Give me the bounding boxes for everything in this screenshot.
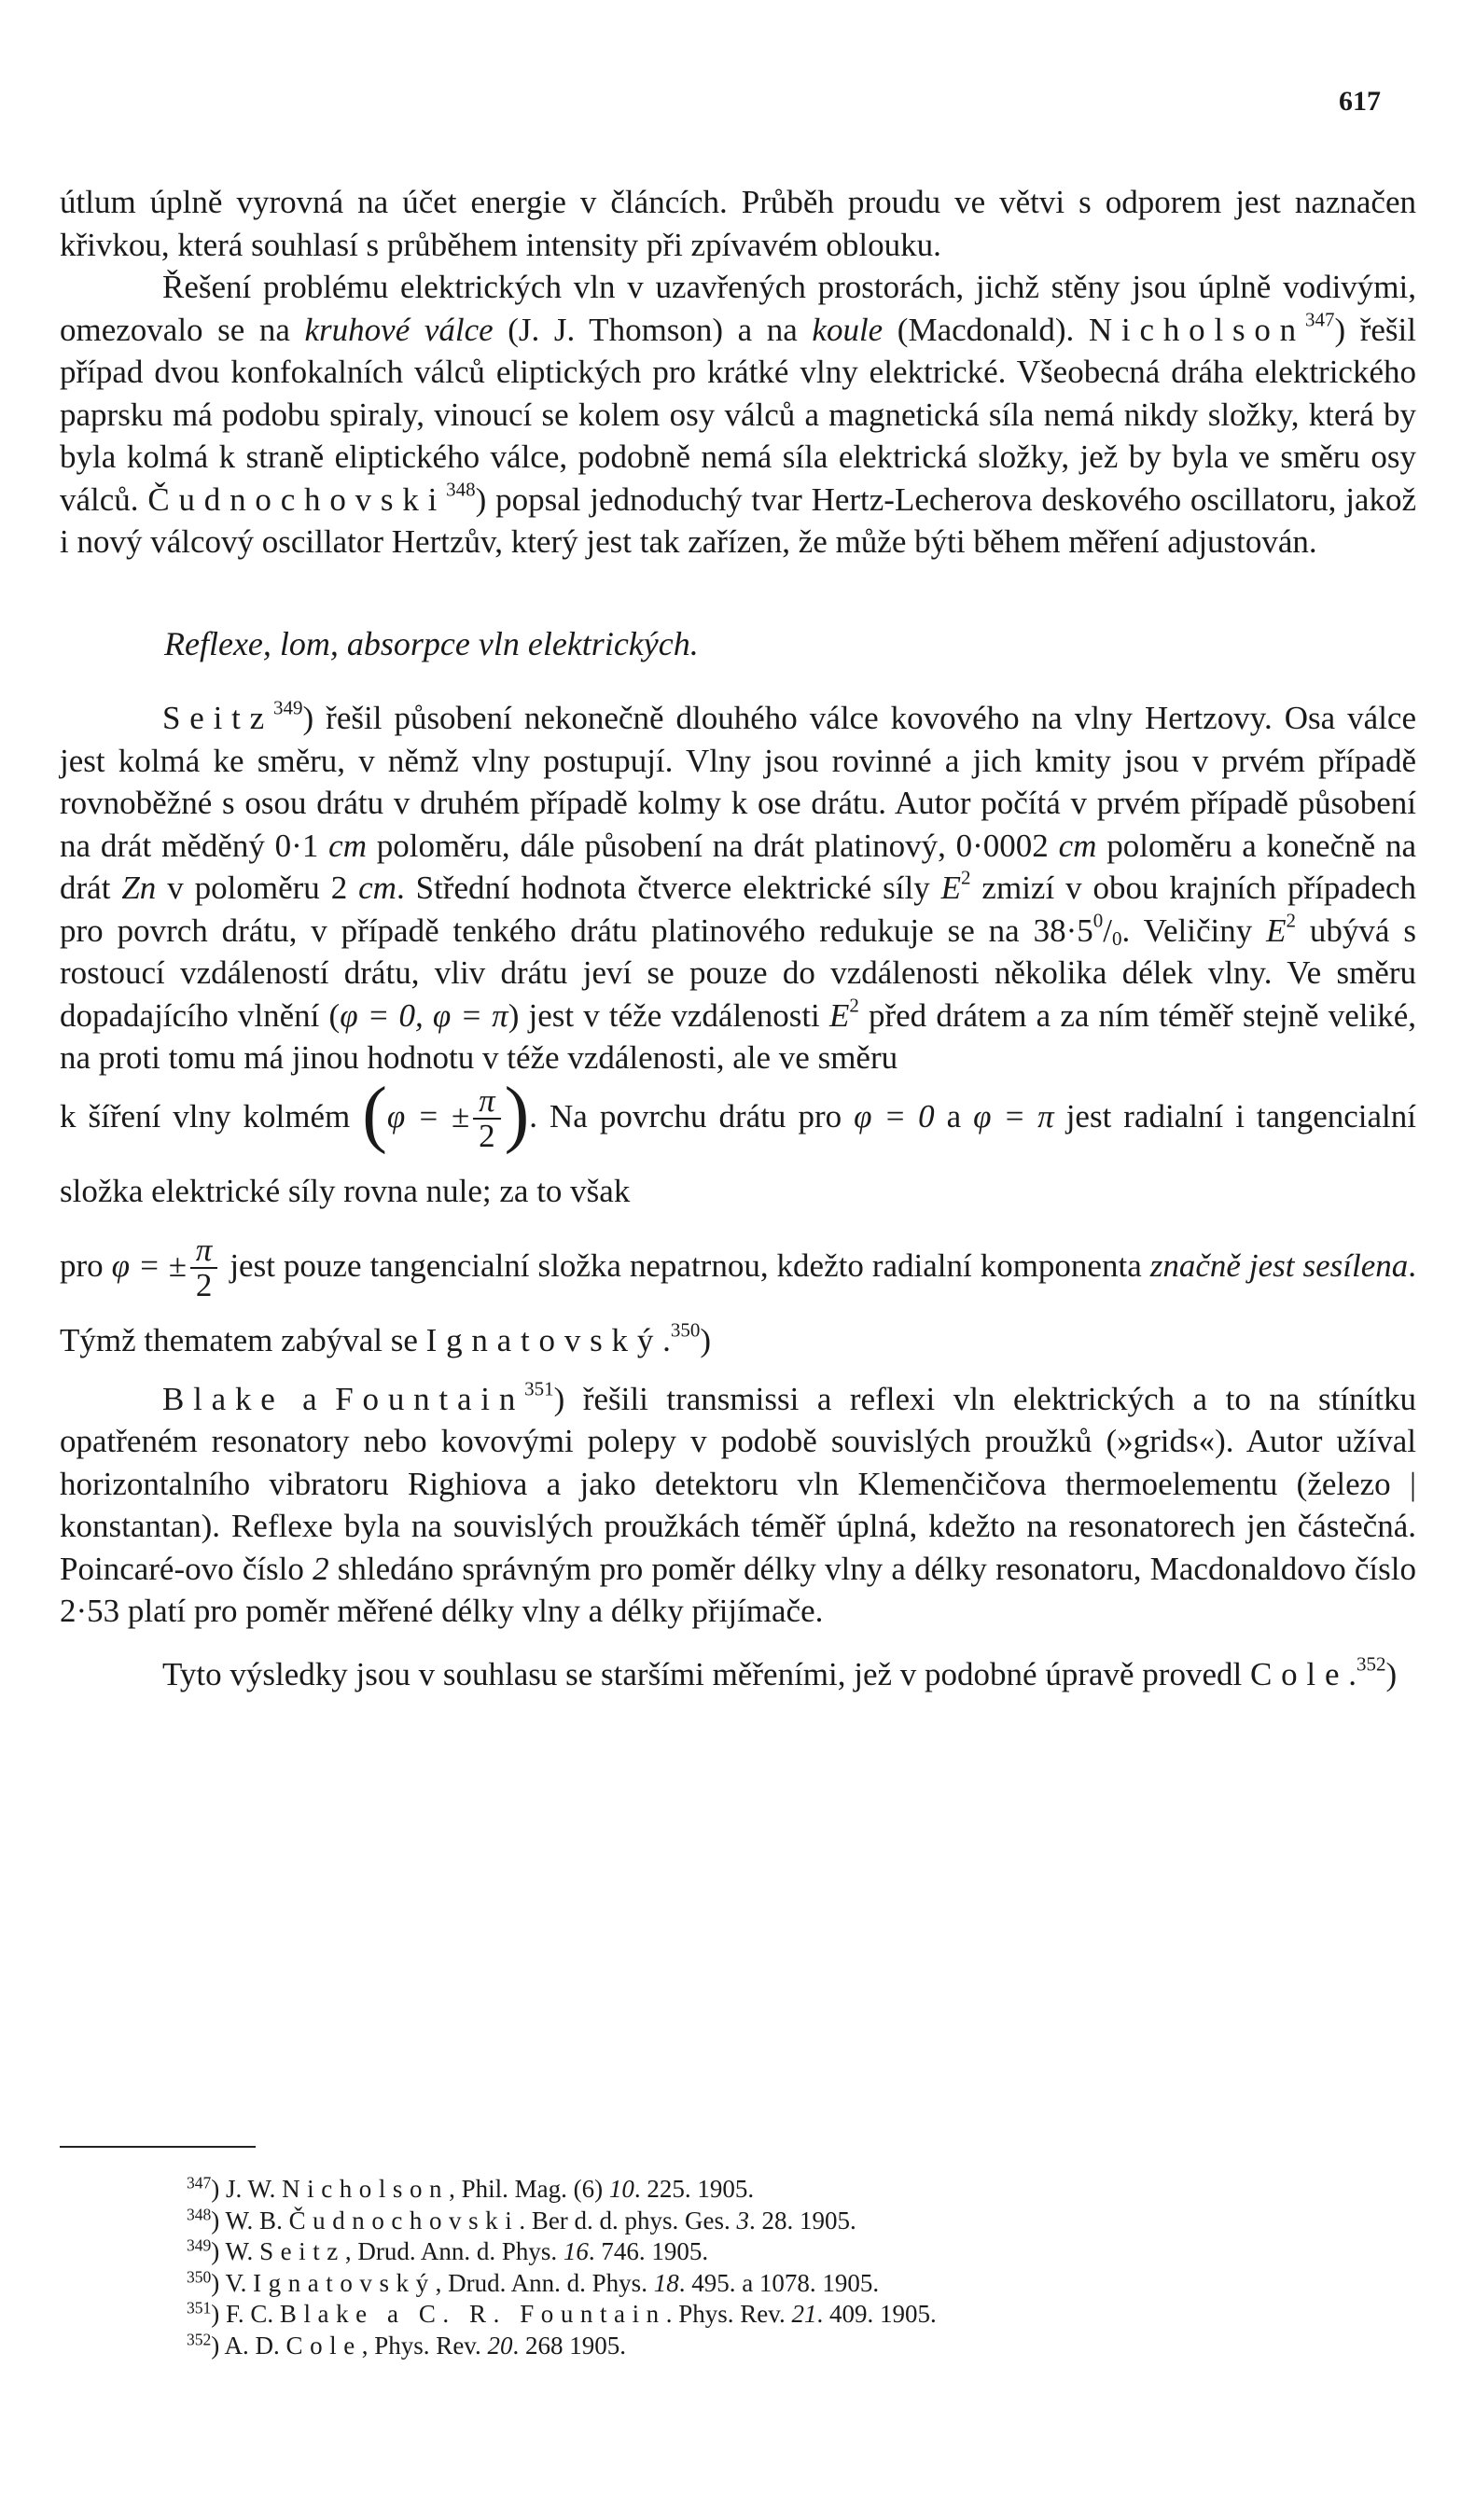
fraction-denominator: 2	[195, 1267, 213, 1304]
math-expression: φ = 0	[854, 1097, 935, 1135]
footnote-ref: 349	[272, 696, 303, 719]
text-run: ) řešili transmissi a reflexi vln elektrických a to na stínítku opatřeném resonatory nebo kovovými polepy v podobě souvislých proužků (»grids«). Autor užíval horizontalního vibratoru Righiova a jako detektoru vln Klemenčičova thermoelementu (železo | konstantan). Reflexe byla na souvislých proužkách téměř úplná, kdežto na resonatorech jen částečná. Poincaré-ovo číslo	[60, 1380, 1416, 1587]
text-run: ) jest v téže vzdálenosti	[508, 996, 829, 1034]
text-run: . Týmž thematem zabýval se	[60, 1246, 1416, 1358]
paragraph-2	[60, 266, 1416, 564]
volume: 3	[736, 2206, 750, 2235]
text-run: (Macdonald).	[883, 311, 1089, 348]
page-number: 617	[1339, 86, 1381, 117]
text-run: a	[284, 1380, 336, 1417]
emphasis: kruhové válce	[304, 311, 494, 348]
paragraph-3-formula-line	[60, 1072, 1416, 1229]
text-run: . Střední hodnota čtverce elektrické síly	[396, 870, 941, 906]
text-run: ) W. B.	[211, 2206, 289, 2235]
fraction-denominator: 2	[479, 1118, 495, 1155]
text-run: ) A. D.	[211, 2331, 286, 2360]
left-paren: (	[362, 1072, 387, 1155]
text-run: )	[700, 1321, 712, 1358]
footnote-ref: 350	[670, 1317, 701, 1341]
paragraph-1: útlum úplně vyrovná na účet energie v článcích. Průběh proudu ve větvi s odporem jest naznačen křivkou, která souhlasí s průběhem intensity při zpívavém oblouku.	[60, 184, 1416, 263]
text-run: .	[1348, 1655, 1357, 1692]
emphasis: 2	[313, 1550, 329, 1587]
math-symbol: E	[940, 870, 962, 906]
text-run: . Veličiny	[1121, 912, 1267, 949]
text-run: . 409. 1905.	[816, 2300, 937, 2328]
text-run: a	[934, 1097, 974, 1135]
math-symbol: E	[828, 996, 850, 1034]
math-expression: φ = 0, φ = π	[340, 996, 508, 1034]
percent-part: 0	[1092, 908, 1104, 931]
text-run: v poloměru 2	[156, 870, 359, 906]
author-name: Nicholson	[1088, 311, 1305, 348]
math-expression: φ = ±	[111, 1246, 187, 1284]
footnote-ref: 352	[1357, 1651, 1386, 1675]
text-run: jest pouze tangencialní složka nepatrnou, kdežto radialní komponenta	[221, 1246, 1150, 1284]
element-symbol: Zn	[121, 870, 157, 906]
footnote-mark: 347	[187, 2173, 212, 2193]
footnote-mark: 349	[187, 2235, 212, 2255]
text-run: . Ber d. d. phys. Ges.	[519, 2206, 737, 2235]
text-run: . 268 1905.	[512, 2331, 627, 2360]
body-text	[60, 181, 1416, 1695]
fraction	[473, 1084, 501, 1153]
author-name: Cole	[285, 2331, 362, 2360]
footnote-ref: 348	[446, 477, 476, 500]
volume: 10	[608, 2175, 634, 2203]
volume: 16	[563, 2237, 589, 2265]
math-expression: φ = π	[973, 1097, 1054, 1135]
emphasis: koule	[812, 311, 884, 348]
text-run: , Drud. Ann. d. Phys.	[344, 2237, 564, 2265]
percent-part: 0	[1112, 926, 1122, 950]
footnote-348	[187, 2206, 1416, 2237]
text-run: . 495. a 1078. 1905.	[678, 2268, 880, 2297]
fraction-numerator: π	[190, 1233, 218, 1269]
text-run: (J. J. Thomson) a na	[493, 311, 813, 348]
author-name: Blake a C. R. Fountain	[279, 2300, 666, 2328]
text-run: Řešení problému elektrických vln v uzavřených prostorách, jichž stěny jsou úplně vodivými, omezovalo se na	[60, 269, 1416, 348]
footnote-mark: 352	[187, 2329, 212, 2348]
text-run: Tyto výsledky jsou v souhlasu se staršími měřeními, jež v podobné úpravě provedl	[162, 1655, 1250, 1692]
exponent: 2	[961, 866, 971, 889]
footnote-352	[187, 2331, 1416, 2362]
fraction	[190, 1233, 218, 1302]
text-run: ) řešil působení nekonečně dlouhého válce kovového na vlny Hertzovy. Osa válce jest kolmá ke směru, v němž vlny postupují. Vlny jsou rovinné a jich kmity jsou v prvém případě rovnoběžné s osou drátu v druhém případě kolmy k ose drátu. Autor počítá v prvém případě působení na drát měděný 0·1	[60, 700, 1416, 864]
paragraph-3-continuation	[60, 1229, 1416, 1378]
footnote-351	[187, 2299, 1416, 2331]
footnote-mark: 351	[187, 2298, 212, 2318]
footnote-347	[187, 2174, 1416, 2206]
author-name: Čudnochovski	[147, 480, 447, 518]
footnote-mark: 348	[187, 2204, 212, 2223]
text-run: poloměru, dále působení na drát platinový, 0·0002	[366, 827, 1059, 864]
text-run: jest radialní i tangencialní složka elektrické síly rovna nule; za to však	[60, 1097, 1416, 1209]
volume: 21	[791, 2300, 817, 2328]
text-run: ) F. C.	[211, 2300, 280, 2328]
text-run: . 28. 1905.	[749, 2206, 856, 2235]
emphasis: značně jest sesílena	[1149, 1246, 1409, 1284]
text-run: .	[662, 1321, 671, 1358]
text-run: poloměru a konečně na drát	[60, 827, 1416, 906]
math-symbol: E	[1266, 912, 1287, 949]
text-run: shledáno správným pro poměr délky vlny a délky resonatoru, Macdonaldovo číslo 2·53 platí pro poměr měřené délky vlny a délky přijímače.	[60, 1550, 1416, 1629]
volume: 18	[653, 2268, 679, 2297]
paragraph-3	[60, 697, 1416, 1079]
text-run: . Na povrchu drátu pro	[529, 1097, 855, 1135]
text-run: zmizí v obou krajních případech pro povrch drátu, v případě tenkého drátu platinového redukuje se na 38·5	[60, 870, 1417, 949]
footnote-divider	[60, 2146, 256, 2148]
text-run: před drátem a za ním téměř stejně veliké, na proti tomu má jinou hodnotu v téže vzdálenosti, ale ve směru	[60, 996, 1417, 1076]
fraction-numerator: π	[473, 1084, 501, 1120]
paragraph-5	[60, 1653, 1416, 1696]
text-run: )	[1385, 1655, 1398, 1692]
volume: 20	[487, 2331, 513, 2360]
text-run: . 225. 1905.	[633, 2175, 755, 2203]
author-name: Čudnochovski	[288, 2206, 520, 2235]
author-name: Nicholson	[282, 2175, 450, 2203]
text-run: ) J. W.	[211, 2175, 283, 2203]
author-name: Seitz	[259, 2237, 345, 2265]
paragraph-4	[60, 1378, 1416, 1633]
text-run: . 746. 1905.	[588, 2237, 709, 2265]
author-name: Blake	[162, 1380, 285, 1417]
section-heading: Reflexe, lom, absorpce vln elektrických.	[164, 624, 699, 662]
footnote-349	[187, 2236, 1416, 2268]
footnotes	[60, 2146, 1416, 2361]
unit: cm	[358, 870, 397, 906]
author-name: Ignatovský	[253, 2268, 436, 2297]
footnote-mark: 350	[187, 2266, 212, 2286]
footnote-ref: 347	[1304, 307, 1335, 330]
unit: cm	[1058, 827, 1097, 864]
text-run: , Drud. Ann. d. Phys.	[435, 2268, 654, 2297]
exponent: 2	[1286, 908, 1297, 931]
text-run: ) řešil případ dvou konfokalních válců eliptických pro krátké vlny elektrické. Všeobecná dráha elektrického paprsku má podobu spiraly, vinoucí se kolem osy válců a magnetická síla nemá nikdy složky, která by byla kolmá k straně eliptického válce, podobně nemá síla elektrická složky, jež by byla ve směru osy válců.	[60, 311, 1416, 518]
footnote-ref: 351	[524, 1376, 554, 1399]
text-run: ) popsal jednoduchý tvar Hertz-Lecherova deskového oscillatoru, jakož i nový válcový oscillator Hertzův, který jest tak zařízen, že může býti během měření adjustován.	[60, 480, 1416, 560]
author-name: Fountain	[335, 1380, 525, 1417]
unit: cm	[328, 827, 367, 864]
math-expression: φ = ±	[386, 1097, 470, 1135]
text-run: ) W.	[211, 2237, 260, 2265]
text-run: k šíření vlny kolmém	[60, 1097, 363, 1135]
text-run: pro	[60, 1246, 112, 1284]
text-run: ubývá s rostoucí vzdáleností drátu, vliv drátu jeví se pouze do vzdálenosti několika délek vlny. Ve směru dopadajícího vlnění (	[60, 912, 1417, 1034]
text-run: , Phys. Rev.	[361, 2331, 488, 2360]
author-name: Seitz	[162, 700, 273, 736]
text-run: , Phil. Mag. (6)	[449, 2175, 609, 2203]
author-name: Cole	[1249, 1655, 1349, 1692]
footnote-350	[187, 2268, 1416, 2300]
text-run: . Phys. Rev.	[665, 2300, 792, 2328]
author-name: Ignatovský	[425, 1321, 663, 1358]
exponent: 2	[849, 993, 859, 1016]
text-run: ) V.	[211, 2268, 254, 2297]
percent-part: /	[1103, 912, 1113, 949]
right-paren: )	[504, 1072, 530, 1155]
